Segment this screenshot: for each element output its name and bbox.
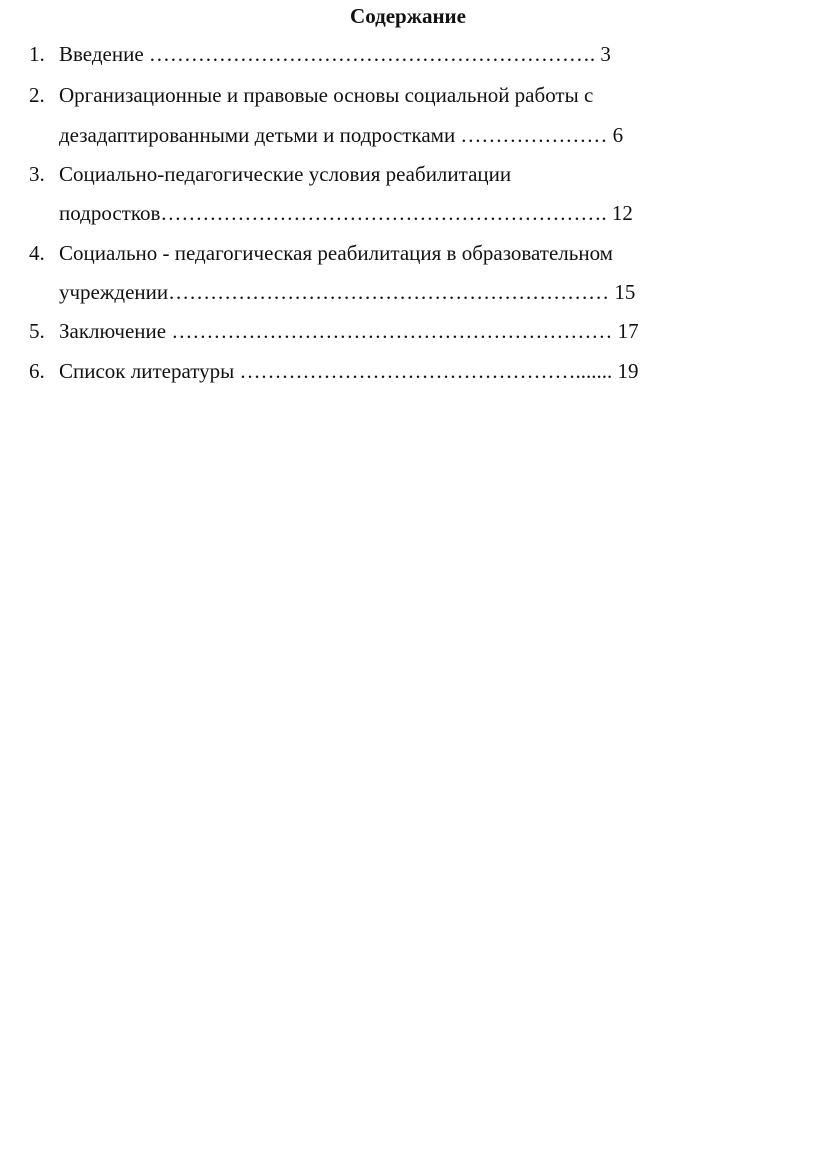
- toc-item-5-line-1: Заключение ……………………………………………………… 17: [59, 319, 639, 343]
- toc-item-3-line-2: подростков………………………………………………………. 12: [59, 201, 633, 225]
- toc-item-4-line-1: Социально - педагогическая реабилитация в образовательном: [59, 241, 613, 265]
- toc-item-2-line-2: дезадаптированными детьми и подростками ………………… 6: [59, 123, 624, 147]
- toc-item-6-line-1: Список литературы …………………………………………....... 19: [59, 359, 639, 383]
- toc-item-4-line-2: учреждении……………………………………………………… 15: [59, 280, 636, 304]
- toc-item-4-number: 4.: [29, 241, 45, 265]
- toc-item-2-number: 2.: [29, 83, 45, 107]
- toc-item-1-number: 1.: [29, 42, 45, 66]
- toc-item-6-number: 6.: [29, 359, 45, 383]
- toc-item-3-line-1: Социально-педагогические условия реабилитации: [59, 162, 512, 186]
- toc-item-1-line-1: Введение ………………………………………………………. 3: [59, 42, 611, 66]
- toc-item-5-number: 5.: [29, 319, 45, 343]
- toc-item-3-number: 3.: [29, 162, 45, 186]
- toc-item-2-line-1: Организационные и правовые основы социальной работы с: [59, 83, 594, 107]
- toc-title: Содержание: [350, 4, 466, 28]
